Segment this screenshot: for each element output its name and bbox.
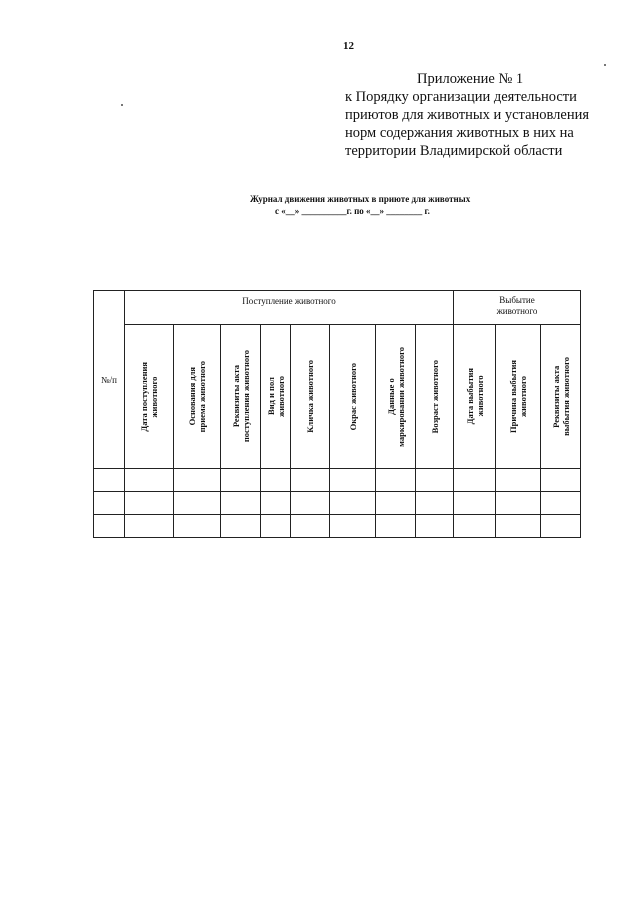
table-cell — [221, 492, 261, 515]
table-cell — [541, 515, 581, 538]
group-receipt: Поступление животного — [125, 291, 454, 325]
journal-heading — [220, 193, 520, 217]
table-cell — [94, 492, 125, 515]
appendix-header — [345, 70, 625, 160]
table-cell — [330, 515, 376, 538]
appendix-line: приютов для животных и установления — [345, 107, 590, 123]
table-cell — [454, 492, 496, 515]
table-cell — [94, 515, 125, 538]
table-cell — [125, 515, 174, 538]
table-cell — [454, 469, 496, 492]
col-header-text: Реквизиты акта поступления животного — [230, 350, 251, 443]
table-row — [94, 492, 581, 515]
table-cell — [541, 469, 581, 492]
table-row — [94, 469, 581, 492]
col-header-text: Дата выбытия животного — [464, 368, 485, 425]
table-cell — [221, 469, 261, 492]
table-cell — [261, 469, 291, 492]
table-cell — [330, 469, 376, 492]
table-cell — [174, 492, 221, 515]
col-header — [221, 325, 261, 469]
table-cell — [330, 492, 376, 515]
journal-title: Журнал движения животных в приюте для животных — [250, 194, 471, 204]
journal-period: с «__» __________г. по «__» ________ г. — [275, 206, 430, 216]
appendix-line: к Порядку организации деятельности — [345, 89, 577, 105]
col-header — [330, 325, 376, 469]
table-row — [94, 515, 581, 538]
table-cell — [174, 469, 221, 492]
table-cell — [416, 469, 454, 492]
col-header — [454, 325, 496, 469]
table-cell — [416, 515, 454, 538]
table-cell — [376, 515, 416, 538]
table-cell — [454, 515, 496, 538]
group-leave: Выбытие животного — [454, 291, 581, 325]
col-header — [541, 325, 581, 469]
appendix-line: территории Владимирской области — [345, 143, 563, 159]
table-body — [94, 469, 581, 538]
col-header-text: Основания для приема животного — [187, 360, 207, 433]
animal-journal-table — [93, 290, 581, 538]
scan-speck — [604, 64, 606, 66]
col-header — [174, 325, 221, 469]
appendix-title: Приложение № 1 — [417, 71, 524, 87]
table-cell — [291, 492, 330, 515]
col-header — [496, 325, 541, 469]
col-header-text: Вид и пол животного — [265, 376, 286, 417]
col-header-text: Возраст животного — [429, 359, 440, 434]
table-cell — [125, 469, 174, 492]
col-header-text: Причина выбытия животного — [508, 360, 528, 433]
table-cell — [221, 515, 261, 538]
col-header — [125, 325, 174, 469]
table-cell — [261, 515, 291, 538]
col-header — [376, 325, 416, 469]
num-header: №/п — [94, 291, 125, 469]
appendix-line: норм содержания животных в них на — [345, 125, 574, 141]
col-header-text: Кличка животного — [305, 360, 315, 433]
table-cell — [261, 492, 291, 515]
table-cell — [496, 515, 541, 538]
table-cell — [94, 469, 125, 492]
scan-speck — [121, 104, 123, 106]
col-header-text: Данные о маркировании животного — [385, 346, 406, 447]
col-header-text: Окрас животного — [347, 362, 358, 431]
col-header — [261, 325, 291, 469]
table-cell — [291, 515, 330, 538]
table-cell — [291, 469, 330, 492]
table-cell — [376, 469, 416, 492]
table-cell — [125, 492, 174, 515]
table-cell — [496, 469, 541, 492]
col-header-text: Дата поступления животного — [139, 361, 159, 432]
table-cell — [174, 515, 221, 538]
table-cell — [376, 492, 416, 515]
col-header — [291, 325, 330, 469]
page-number: 12 — [343, 40, 354, 52]
table-cell — [541, 492, 581, 515]
table-cell — [496, 492, 541, 515]
col-header-text: Реквизиты акта выбытия животного — [550, 357, 571, 436]
col-header — [416, 325, 454, 469]
table-cell — [416, 492, 454, 515]
